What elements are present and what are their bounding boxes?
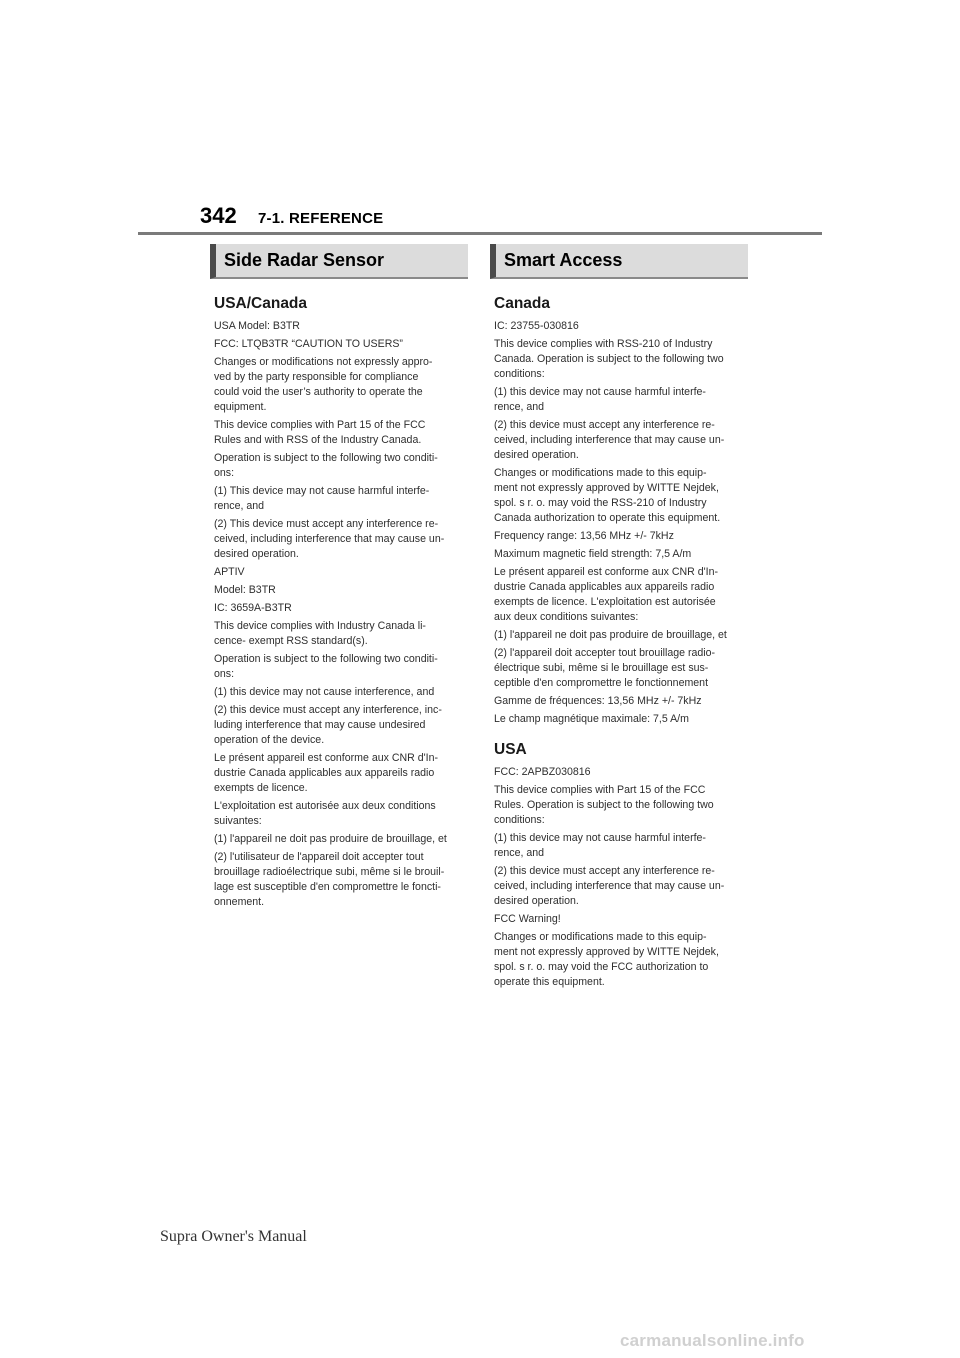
paragraph: FCC Warning!	[494, 913, 561, 925]
header-rule	[138, 232, 822, 235]
canada-heading: Canada	[494, 295, 550, 312]
paragraph: Le présent appareil est conforme aux CNR d'In- dustrie Canada applicables aux appareils radio exempts de licence. L'exploitation est autorisée aux deux conditions suivantes:	[494, 566, 719, 623]
left-column	[210, 244, 468, 913]
manual-title: Supra Owner's Manual	[160, 1228, 307, 1245]
paragraph: L'exploitation est autorisée aux deux conditions suivantes:	[214, 800, 436, 827]
usa-heading: USA	[494, 741, 527, 758]
paragraph: IC: 23755-030816	[494, 320, 579, 332]
paragraph: (1) l'appareil ne doit pas produire de brouillage, et	[494, 629, 727, 641]
paragraph: (1) this device may not cause harmful interfe- rence, and	[494, 832, 706, 859]
paragraph: (1) This device may not cause harmful interfe- rence, and	[214, 485, 430, 512]
paragraph: (2) l'utilisateur de l'appareil doit accepter tout brouillage radioélectrique subi, même si le brouil- lage est susceptible d'en compromettre le foncti- onnement.	[214, 851, 445, 908]
paragraph: FCC: 2APBZ030816	[494, 766, 591, 778]
canada-text	[490, 319, 748, 727]
paragraph: Le présent appareil est conforme aux CNR d'In- dustrie Canada applicables aux appareils radio exempts de licence.	[214, 752, 439, 794]
paragraph: Le champ magnétique maximale: 7,5 A/m	[494, 713, 689, 725]
paragraph: (2) this device must accept any interference, inc- luding interference that may cause undesired operation of the device.	[214, 704, 442, 746]
paragraph: Changes or modifications made to this equip- ment not expressly approved by WITTE Nejdek, spol. s r. o. may void the FCC authorization to operate this equipment.	[494, 931, 719, 988]
paragraph: FCC: LTQB3TR “CAUTION TO USERS”	[214, 338, 403, 350]
paragraph: Frequency range: 13,56 MHz +/- 7kHz	[494, 530, 674, 542]
paragraph: IC: 3659A-B3TR	[214, 602, 292, 614]
paragraph: This device complies with Industry Canada li- cence- exempt RSS standard(s).	[214, 620, 426, 647]
side-radar-sensor-title: Side Radar Sensor	[210, 244, 468, 279]
paragraph: This device complies with RSS-210 of Industry Canada. Operation is subject to the following two conditions:	[494, 338, 724, 380]
smart-access-title: Smart Access	[490, 244, 748, 279]
paragraph: Operation is subject to the following two conditi- ons:	[214, 653, 438, 680]
paragraph: Model: B3TR	[214, 584, 276, 596]
paragraph: USA Model: B3TR	[214, 320, 300, 332]
page-number: 342	[200, 203, 237, 228]
paragraph: This device complies with Part 15 of the FCC Rules and with RSS of the Industry Canada.	[214, 419, 426, 446]
paragraph: Changes or modifications not expressly appro- ved by the party responsible for compliance could void the user’s authority to operate the equipment.	[214, 356, 433, 413]
right-column	[490, 244, 748, 993]
section-heading: 7-1. REFERENCE	[258, 210, 384, 227]
paragraph: Operation is subject to the following two conditi- ons:	[214, 452, 438, 479]
paragraph: Changes or modifications made to this equip- ment not expressly approved by WITTE Nejdek, spol. s r. o. may void the RSS-210 of Industry Canada authorization to operate this equipment.	[494, 467, 721, 524]
usa-text	[490, 765, 748, 990]
usa-canada-heading: USA/Canada	[214, 295, 308, 312]
paragraph: (1) this device may not cause interference, and	[214, 686, 435, 698]
paragraph: APTIV	[214, 566, 245, 578]
paragraph: (1) l'appareil ne doit pas produire de brouillage, et	[214, 833, 447, 845]
paragraph: (2) l'appareil doit accepter tout brouillage radio- électrique subi, même si le brouillage est sus- ceptible d'en compromettre le fonctionnement	[494, 647, 716, 689]
paragraph: Maximum magnetic field strength: 7,5 A/m	[494, 548, 692, 560]
paragraph: (2) this device must accept any interference re- ceived, including interference that may cause un- desired operation.	[494, 419, 725, 461]
paragraph: (1) this device may not cause harmful interfe- rence, and	[494, 386, 706, 413]
watermark: carmanualsonline.info	[620, 1331, 805, 1350]
paragraph: (2) This device must accept any interference re- ceived, including interference that may cause un- desired operation.	[214, 518, 445, 560]
side-radar-text	[210, 319, 468, 910]
paragraph: (2) this device must accept any interference re- ceived, including interference that may cause un- desired operation.	[494, 865, 725, 907]
paragraph: This device complies with Part 15 of the FCC Rules. Operation is subject to the following two conditions:	[494, 784, 714, 826]
paragraph: Gamme de fréquences: 13,56 MHz +/- 7kHz	[494, 695, 702, 707]
